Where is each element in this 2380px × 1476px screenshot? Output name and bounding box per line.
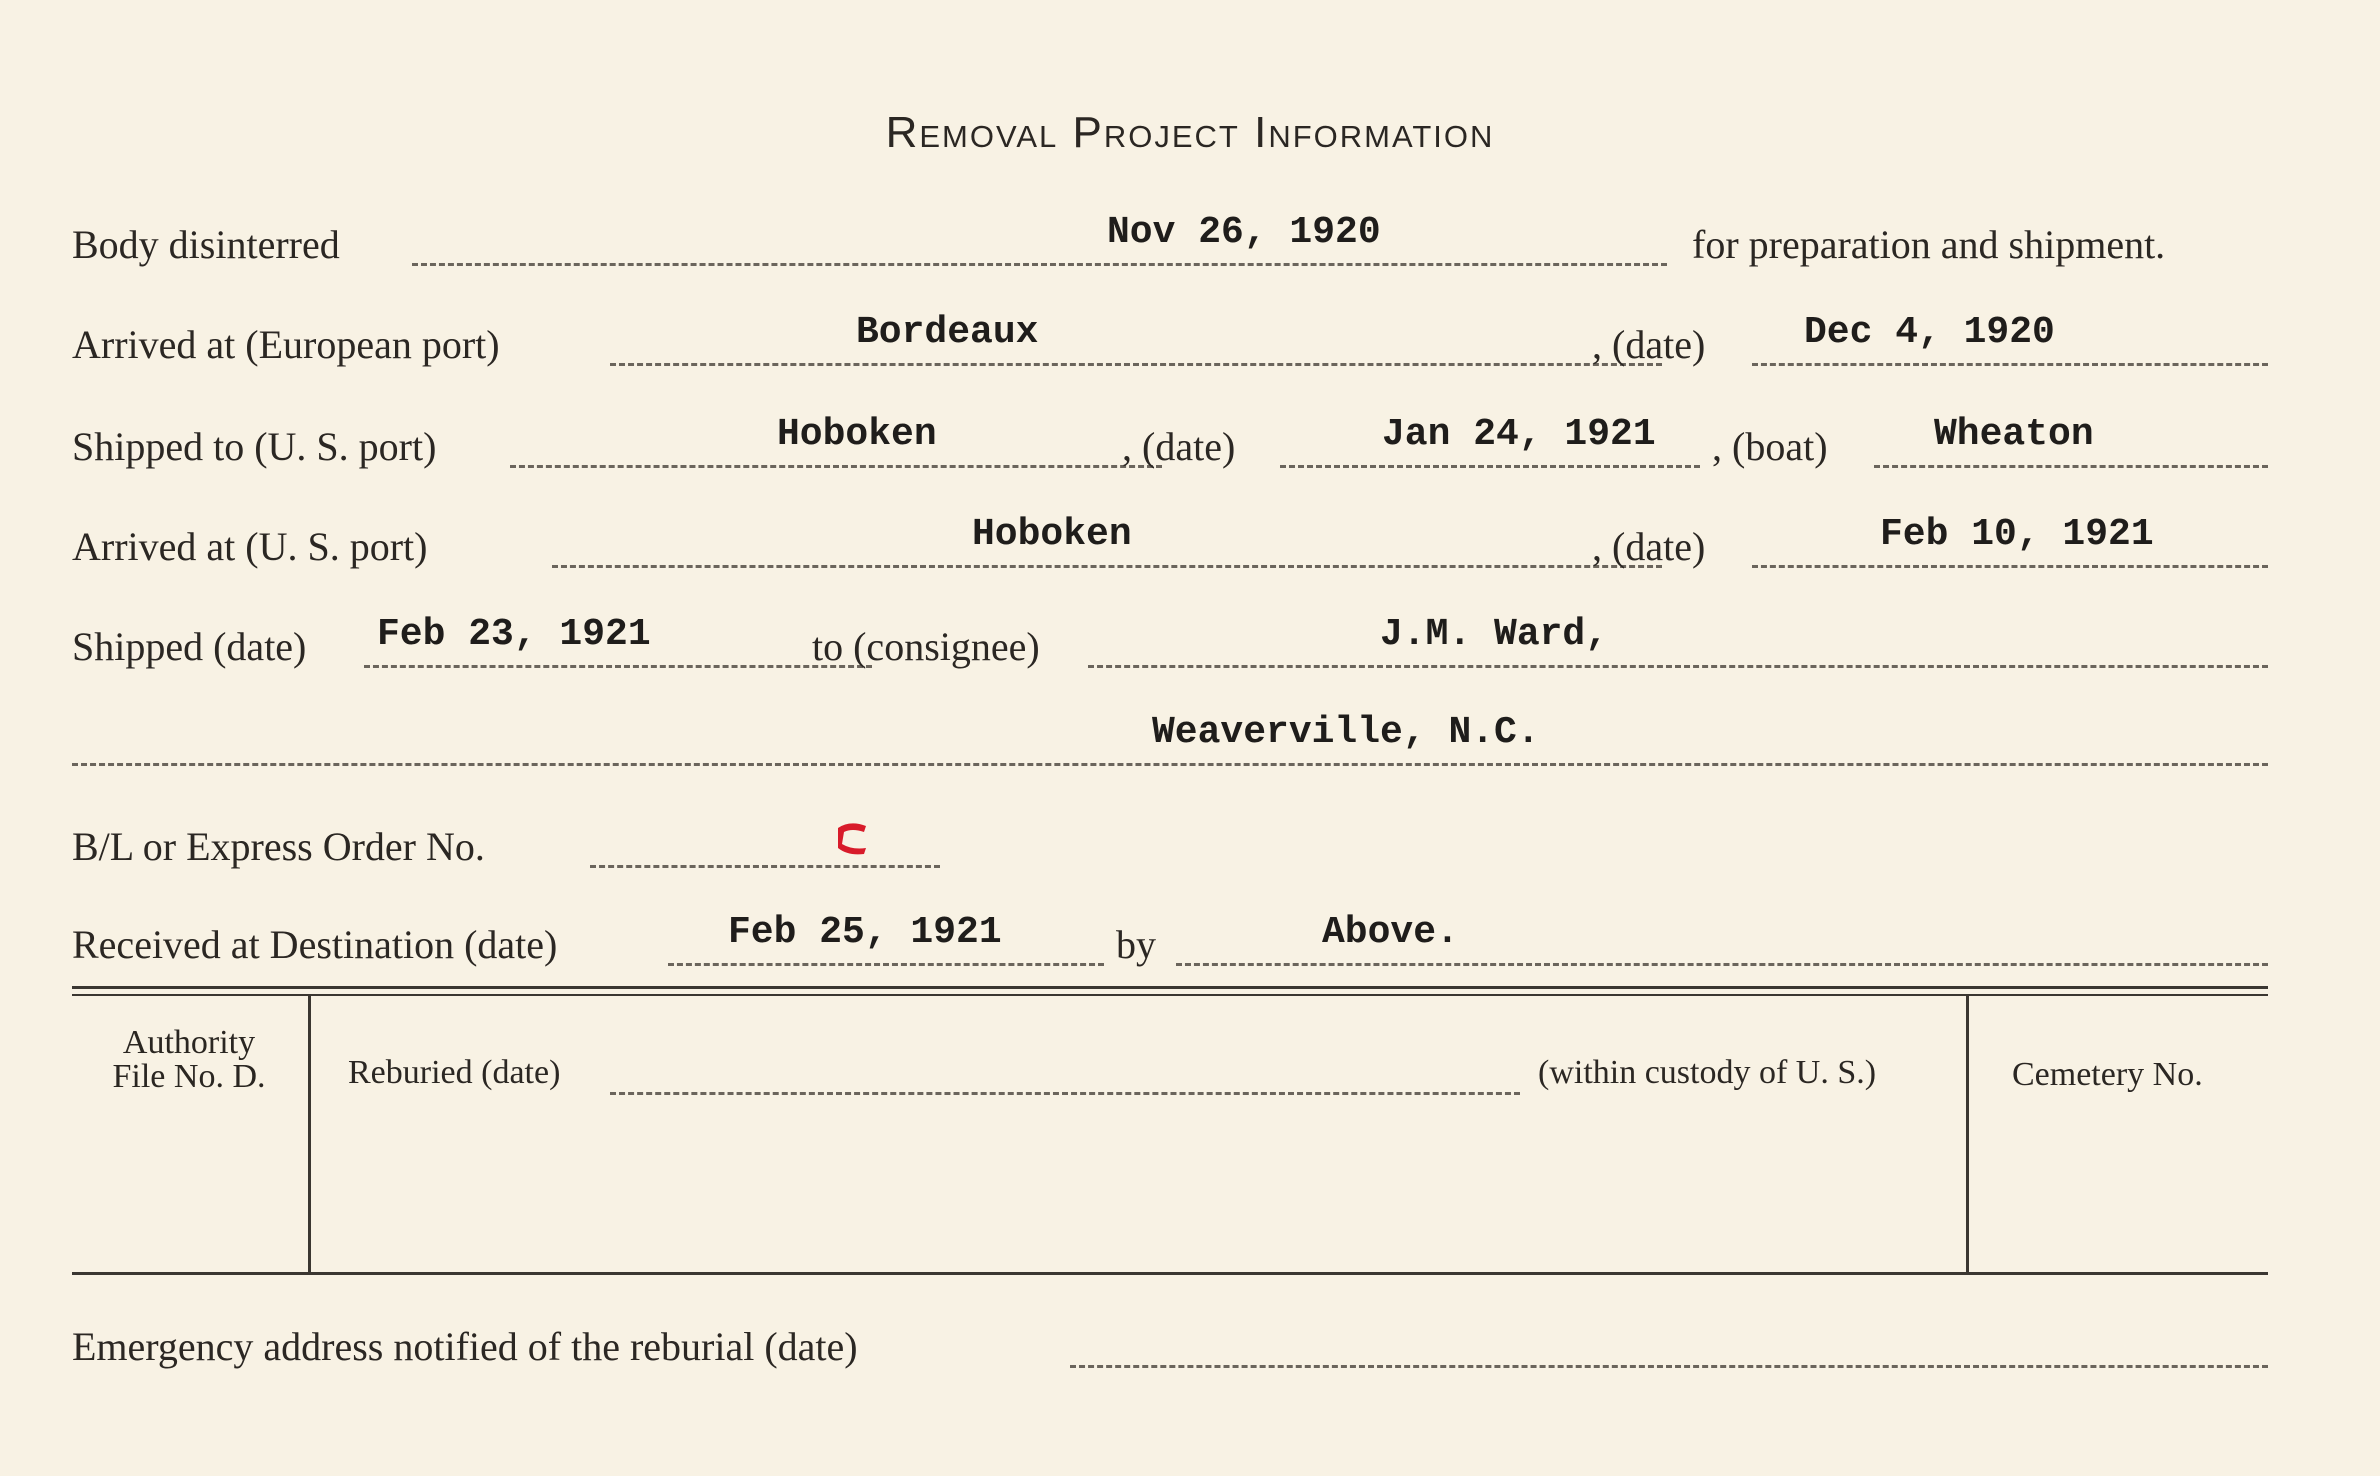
disinterred-suffix: for preparation and shipment.	[1692, 222, 2166, 267]
body-disinterred-label: Body disinterred	[72, 222, 340, 267]
body-disinterred-value: Nov 26, 1920	[1107, 211, 1381, 254]
dotted-line	[1752, 363, 2268, 366]
authority-label: Authority	[122, 1024, 256, 1061]
emergency-label: Emergency address notified of the reburial (date)	[72, 1324, 858, 1369]
dotted-line	[610, 1092, 1520, 1095]
bl-order-label: B/L or Express Order No.	[72, 824, 485, 869]
dotted-line	[364, 665, 872, 668]
dotted-line	[1752, 565, 2268, 568]
row-received	[72, 911, 2272, 976]
dotted-line	[1874, 465, 2268, 468]
divider-top-inner	[72, 994, 2268, 996]
divider-bottom	[72, 1272, 2268, 1275]
shipped-date-label: Shipped (date)	[72, 624, 307, 669]
dotted-line	[1280, 465, 1700, 468]
arrived-us-port-value: Hoboken	[972, 513, 1132, 556]
arrived-us-date-value: Feb 10, 1921	[1880, 513, 2154, 556]
european-port-value: Bordeaux	[856, 311, 1039, 354]
arrived-european-label: Arrived at (European port)	[72, 322, 500, 367]
arrived-us-label: Arrived at (U. S. port)	[72, 524, 428, 569]
consignee-label: to (consignee)	[812, 624, 1040, 669]
row-arrived-us	[72, 513, 2272, 578]
european-date-value: Dec 4, 1920	[1804, 311, 2055, 354]
red-ink-mark	[832, 820, 872, 858]
dotted-line	[552, 565, 1662, 568]
box-divider-left	[308, 996, 311, 1272]
authority-cell	[72, 1026, 306, 1094]
custody-label: (within custody of U. S.)	[1538, 1054, 1877, 1091]
cemetery-no-label: Cemetery No.	[2012, 1056, 2203, 1093]
divider-top	[72, 986, 2268, 989]
dotted-line	[1176, 963, 2268, 966]
us-port-value: Hoboken	[777, 413, 937, 456]
consignee-value: J.M. Ward,	[1380, 613, 1609, 656]
received-by-value: Above.	[1322, 911, 1459, 954]
received-label: Received at Destination (date)	[72, 922, 558, 967]
row-body-disinterred	[72, 211, 2272, 276]
consignee-address-value: Weaverville, N.C.	[1152, 711, 1540, 754]
row-emergency	[72, 1318, 2272, 1378]
file-no-label: File No. D.	[112, 1058, 266, 1095]
shipped-date-label: , (date)	[1122, 424, 1236, 469]
row-arrived-european	[72, 311, 2272, 376]
boat-label: , (boat)	[1712, 424, 1828, 469]
row-consignee-address	[72, 711, 2272, 776]
by-label: by	[1116, 922, 1156, 967]
shipped-date-value: Feb 23, 1921	[377, 613, 651, 656]
dotted-line	[1070, 1365, 2268, 1368]
dotted-line	[412, 263, 1667, 266]
box-divider-right	[1966, 996, 1969, 1272]
shipped-date-value: Jan 24, 1921	[1382, 413, 1656, 456]
shipped-us-label: Shipped to (U. S. port)	[72, 424, 437, 469]
page-title: Removal Project Information	[885, 108, 1495, 157]
dotted-line	[590, 865, 940, 868]
row-bl-order	[72, 818, 2272, 878]
reburied-label: Reburied (date)	[348, 1054, 561, 1091]
dotted-line	[1088, 665, 2268, 668]
european-date-label: , (date)	[1592, 322, 1706, 367]
arrived-us-date-label: , (date)	[1592, 524, 1706, 569]
dotted-line	[610, 363, 1662, 366]
boat-value: Wheaton	[1934, 413, 2094, 456]
row-shipped-date	[72, 613, 2272, 678]
row-shipped-us	[72, 413, 2272, 478]
dotted-line	[72, 763, 2268, 766]
received-date-value: Feb 25, 1921	[728, 911, 1002, 954]
dotted-line	[510, 465, 1162, 468]
dotted-line	[668, 963, 1104, 966]
